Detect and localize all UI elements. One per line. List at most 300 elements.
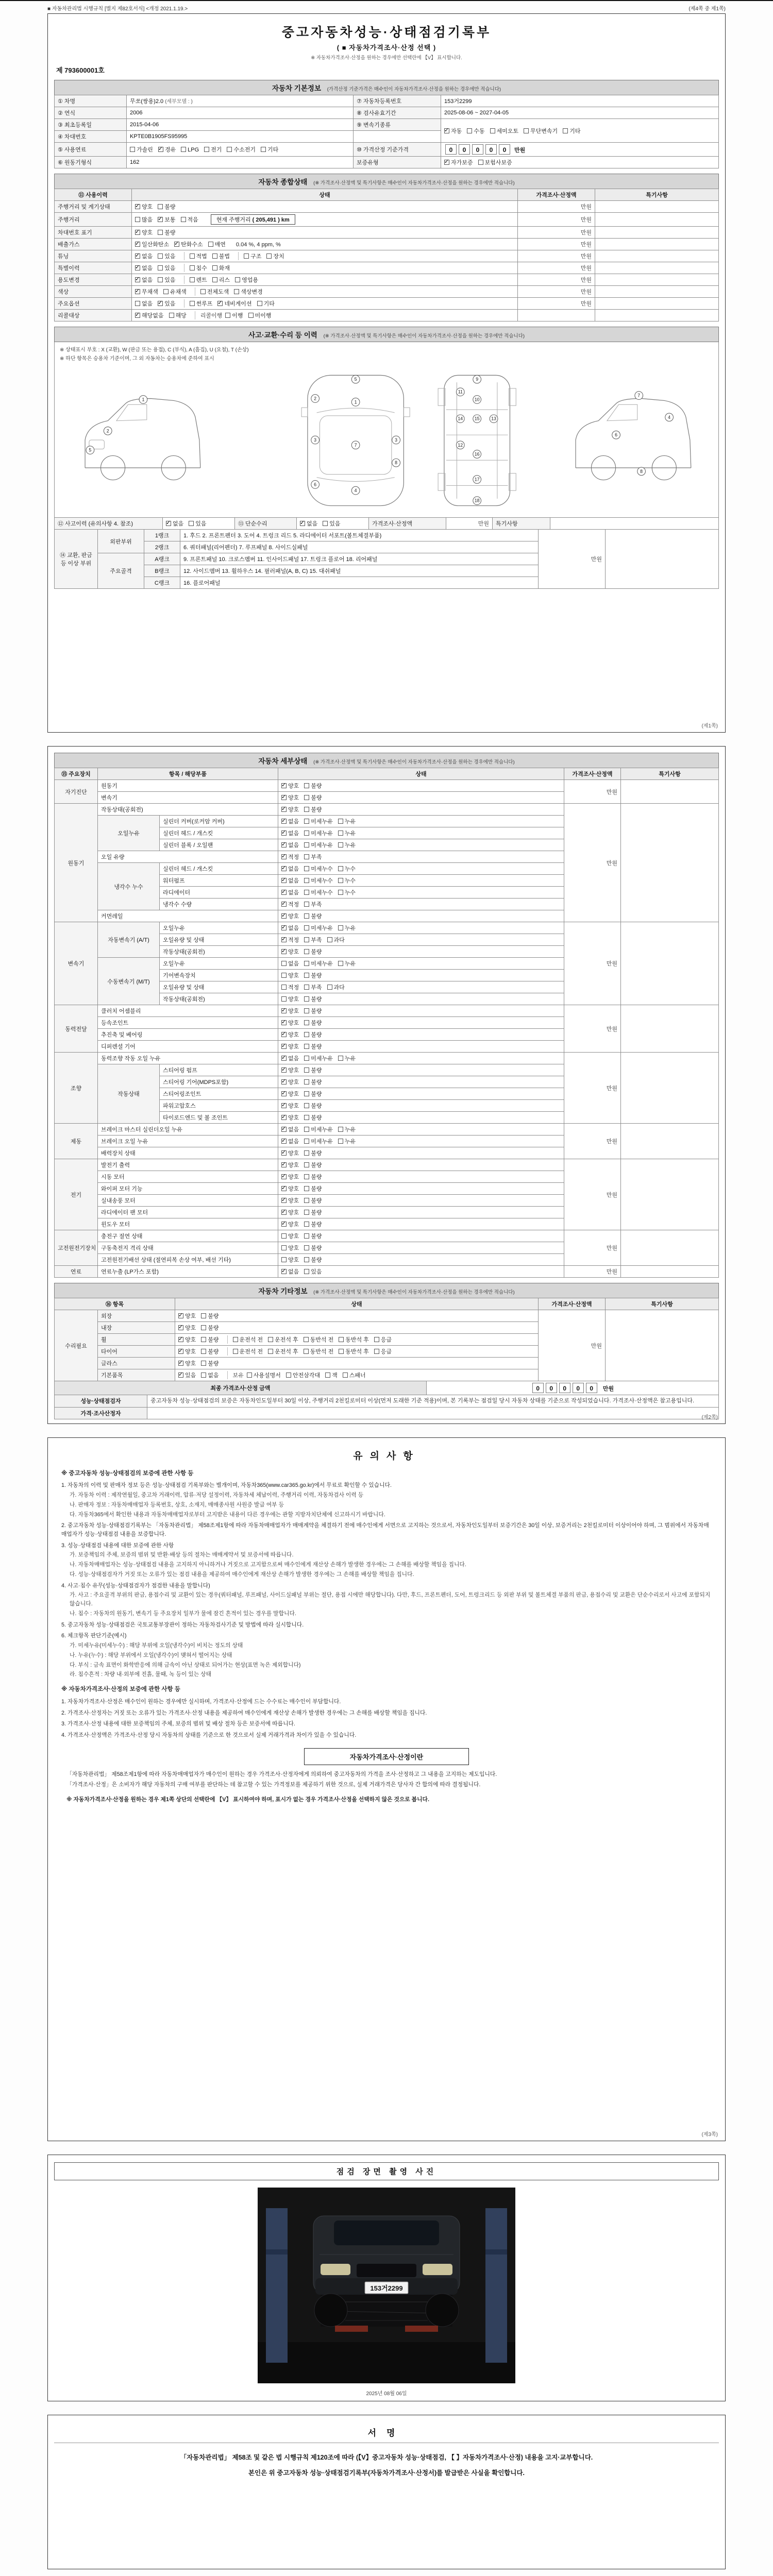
checked-box-icon[interactable]: [135, 230, 140, 235]
unchecked-box-icon[interactable]: [158, 277, 163, 282]
checkbox-option[interactable]: 없음: [135, 299, 153, 308]
checked-box-icon[interactable]: [178, 1349, 183, 1354]
checkbox-option[interactable]: ✓ 양호: [135, 202, 153, 211]
checked-box-icon[interactable]: [281, 1210, 287, 1215]
unchecked-box-icon[interactable]: [374, 1337, 379, 1342]
checkbox-option[interactable]: 누유: [338, 1054, 356, 1062]
unchecked-box-icon[interactable]: [304, 783, 309, 788]
checkbox-option[interactable]: 불량: [158, 202, 175, 211]
checkbox-option[interactable]: ✓ 무채색: [135, 287, 158, 296]
checkbox-option[interactable]: 미세누유: [304, 959, 333, 968]
checkbox-option[interactable]: ✓ 양호: [281, 1042, 299, 1050]
checked-box-icon[interactable]: [281, 1162, 287, 1167]
checked-box-icon[interactable]: [135, 265, 140, 270]
unchecked-box-icon[interactable]: [304, 1139, 309, 1144]
checkbox-option[interactable]: ✓ 없음: [281, 924, 299, 932]
checkbox-option[interactable]: ✓ 없음: [281, 888, 299, 896]
checkbox-option[interactable]: 양호: [281, 1244, 299, 1252]
checkbox-option[interactable]: ✓ 양호: [281, 1220, 299, 1228]
checkbox-option[interactable]: ✓ 양호: [135, 228, 153, 236]
checkbox-option[interactable]: ✓ 양호: [281, 1149, 299, 1157]
unchecked-box-icon[interactable]: [208, 242, 213, 247]
unchecked-box-icon[interactable]: [478, 160, 483, 165]
checkbox-option[interactable]: 부족: [304, 983, 322, 991]
checked-box-icon[interactable]: [178, 1313, 183, 1318]
checkbox-option[interactable]: ✓ 탄화수소: [174, 240, 203, 248]
unchecked-box-icon[interactable]: [304, 1127, 309, 1132]
checkbox-option[interactable]: 미세누유: [304, 924, 333, 932]
checkbox-option[interactable]: 전체도색: [200, 287, 229, 296]
unchecked-box-icon[interactable]: [304, 973, 309, 978]
unchecked-box-icon[interactable]: [338, 1056, 343, 1061]
unchecked-box-icon[interactable]: [338, 925, 343, 930]
unchecked-box-icon[interactable]: [304, 1020, 309, 1025]
checkbox-option[interactable]: ✓ 양호: [281, 1161, 299, 1169]
checkbox-option[interactable]: 미세누수: [304, 876, 333, 885]
checked-box-icon[interactable]: [281, 1091, 287, 1096]
checked-box-icon[interactable]: [158, 147, 163, 152]
unchecked-box-icon[interactable]: [281, 961, 287, 966]
unchecked-box-icon[interactable]: [304, 1245, 309, 1250]
unchecked-box-icon[interactable]: [304, 1186, 309, 1191]
checkbox-option[interactable]: ✓ 양호: [178, 1335, 196, 1344]
checkbox-option[interactable]: 가솔린: [130, 145, 153, 154]
checkbox-option[interactable]: 불량: [304, 1113, 322, 1122]
checked-box-icon[interactable]: [281, 807, 287, 812]
checkbox-option[interactable]: 불량: [201, 1359, 219, 1367]
checkbox-option[interactable]: 불량: [201, 1347, 219, 1355]
unchecked-box-icon[interactable]: [233, 1349, 238, 1354]
checkbox-option[interactable]: 누유: [338, 1137, 356, 1145]
unchecked-box-icon[interactable]: [338, 842, 343, 848]
checkbox-option[interactable]: 불량: [304, 1208, 322, 1216]
unchecked-box-icon[interactable]: [304, 1150, 309, 1156]
checkbox-option[interactable]: ✓ 있음: [178, 1371, 196, 1379]
unchecked-box-icon[interactable]: [304, 1337, 309, 1342]
checkbox-option[interactable]: 불량: [304, 1101, 322, 1110]
checked-box-icon[interactable]: [178, 1325, 183, 1330]
checkbox-option[interactable]: 동반석 전: [304, 1347, 334, 1355]
checkbox-option[interactable]: ✓ 자가보증: [444, 158, 473, 166]
checkbox-option[interactable]: ✓ 없음: [281, 1137, 299, 1145]
checkbox-option[interactable]: 미세누유: [304, 1054, 333, 1062]
checkbox-option[interactable]: ✓ 없음: [281, 876, 299, 885]
checkbox-option[interactable]: 있음: [158, 264, 175, 272]
checkbox-option[interactable]: 보험사보증: [478, 158, 512, 166]
unchecked-box-icon[interactable]: [268, 1337, 273, 1342]
checked-box-icon[interactable]: [281, 1056, 287, 1061]
checkbox-option[interactable]: 적법: [190, 252, 207, 260]
unchecked-box-icon[interactable]: [169, 313, 174, 318]
unchecked-box-icon[interactable]: [304, 878, 309, 883]
checkbox-option[interactable]: ✓ 해당없음: [135, 311, 164, 319]
unchecked-box-icon[interactable]: [304, 1210, 309, 1215]
checked-box-icon[interactable]: [281, 795, 287, 800]
checkbox-option[interactable]: ✓ 네비게이션: [217, 299, 251, 308]
checkbox-option[interactable]: ✓ 양호: [281, 1066, 299, 1074]
checked-box-icon[interactable]: [281, 1174, 287, 1179]
checked-box-icon[interactable]: [281, 854, 287, 859]
checkbox-option[interactable]: 있음: [189, 519, 206, 528]
unchecked-box-icon[interactable]: [304, 1032, 309, 1037]
checkbox-option[interactable]: ✓ 있음: [158, 299, 175, 308]
unchecked-box-icon[interactable]: [181, 217, 186, 222]
unchecked-box-icon[interactable]: [201, 1349, 206, 1354]
checked-box-icon[interactable]: [135, 277, 140, 282]
checkbox-option[interactable]: 미세누수: [304, 865, 333, 873]
checkbox-option[interactable]: ✓ 없음: [135, 264, 153, 272]
checked-box-icon[interactable]: [281, 1067, 287, 1073]
checkbox-option[interactable]: 미세누유: [304, 1125, 333, 1133]
checked-box-icon[interactable]: [281, 819, 287, 824]
checked-box-icon[interactable]: [281, 1198, 287, 1203]
unchecked-box-icon[interactable]: [304, 1222, 309, 1227]
checked-box-icon[interactable]: [281, 1044, 287, 1049]
checked-box-icon[interactable]: [281, 1127, 287, 1132]
checkbox-option[interactable]: 적정: [281, 983, 299, 991]
checkbox-option[interactable]: 불량: [201, 1312, 219, 1320]
checkbox-option[interactable]: 누유: [338, 829, 356, 837]
unchecked-box-icon[interactable]: [201, 1313, 206, 1318]
checkbox-option[interactable]: 부족: [304, 900, 322, 908]
checked-box-icon[interactable]: [281, 890, 287, 895]
checkbox-option[interactable]: 양호: [281, 1256, 299, 1264]
checkbox-option[interactable]: 운전석 전: [233, 1335, 263, 1344]
unchecked-box-icon[interactable]: [190, 277, 195, 282]
unchecked-box-icon[interactable]: [201, 1337, 206, 1342]
checkbox-option[interactable]: ✓ 없음: [281, 817, 299, 825]
unchecked-box-icon[interactable]: [304, 961, 309, 966]
checkbox-option[interactable]: ✓ 양호: [281, 1208, 299, 1216]
checked-box-icon[interactable]: [444, 128, 449, 133]
checkbox-option[interactable]: 불량: [304, 1244, 322, 1252]
checked-box-icon[interactable]: [158, 301, 163, 306]
checkbox-option[interactable]: ✓ 없음: [281, 1054, 299, 1062]
checkbox-option[interactable]: 매연: [208, 240, 226, 248]
unchecked-box-icon[interactable]: [304, 949, 309, 954]
checkbox-option[interactable]: 과다: [327, 983, 345, 991]
unchecked-box-icon[interactable]: [244, 253, 249, 259]
checkbox-option[interactable]: 불량: [304, 793, 322, 802]
checkbox-option[interactable]: 누수: [338, 876, 356, 885]
checkbox-option[interactable]: 기타: [563, 127, 580, 135]
checkbox-option[interactable]: ✓ 양호: [281, 947, 299, 956]
unchecked-box-icon[interactable]: [261, 147, 266, 152]
checkbox-option[interactable]: 불량: [304, 1232, 322, 1240]
checkbox-option[interactable]: 불량: [304, 1066, 322, 1074]
checkbox-option[interactable]: ✓ 양호: [178, 1312, 196, 1320]
checkbox-option[interactable]: ✓ 양호: [281, 805, 299, 814]
unchecked-box-icon[interactable]: [286, 1372, 291, 1378]
checkbox-option[interactable]: 누수: [338, 865, 356, 873]
checked-box-icon[interactable]: [300, 521, 305, 526]
unchecked-box-icon[interactable]: [338, 1127, 343, 1132]
checkbox-option[interactable]: 세미오토: [490, 127, 519, 135]
checkbox-option[interactable]: ✓ 경유: [158, 145, 176, 154]
checked-box-icon[interactable]: [178, 1361, 183, 1366]
checkbox-option[interactable]: ✓ 양호: [281, 1019, 299, 1027]
checkbox-option[interactable]: ✓ 없음: [281, 865, 299, 873]
unchecked-box-icon[interactable]: [190, 253, 195, 259]
unchecked-box-icon[interactable]: [281, 996, 287, 1002]
unchecked-box-icon[interactable]: [304, 1103, 309, 1108]
checkbox-option[interactable]: ✓ 양호: [281, 1030, 299, 1039]
checkbox-option[interactable]: ✓ 양호: [178, 1347, 196, 1355]
checked-box-icon[interactable]: [281, 1186, 287, 1191]
unchecked-box-icon[interactable]: [158, 230, 163, 235]
unchecked-box-icon[interactable]: [343, 1372, 348, 1378]
checked-box-icon[interactable]: [281, 937, 287, 942]
unchecked-box-icon[interactable]: [304, 1349, 309, 1354]
checkbox-option[interactable]: 미세누유: [304, 829, 333, 837]
checkbox-option[interactable]: 있음: [158, 252, 175, 260]
checked-box-icon[interactable]: [178, 1372, 183, 1378]
checkbox-option[interactable]: ✓ 양호: [281, 912, 299, 920]
checkbox-option[interactable]: 기타: [261, 145, 278, 154]
checkbox-option[interactable]: 안전삼각대: [286, 1371, 320, 1379]
checkbox-option[interactable]: 미세누유: [304, 1137, 333, 1145]
checked-box-icon[interactable]: [281, 1115, 287, 1120]
checkbox-option[interactable]: 불량: [304, 1161, 322, 1169]
unchecked-box-icon[interactable]: [281, 1233, 287, 1239]
checked-box-icon[interactable]: [281, 925, 287, 930]
checkbox-option[interactable]: 불량: [304, 1256, 322, 1264]
unchecked-box-icon[interactable]: [490, 128, 495, 133]
unchecked-box-icon[interactable]: [158, 253, 163, 259]
unchecked-box-icon[interactable]: [201, 1325, 206, 1330]
checkbox-option[interactable]: 과다: [327, 936, 345, 944]
checkbox-option[interactable]: 있음: [323, 519, 340, 528]
unchecked-box-icon[interactable]: [304, 902, 309, 907]
checkbox-option[interactable]: 해당: [169, 311, 187, 319]
unchecked-box-icon[interactable]: [304, 1174, 309, 1179]
checkbox-option[interactable]: 양호: [281, 995, 299, 1003]
checkbox-option[interactable]: 장치: [266, 252, 284, 260]
unchecked-box-icon[interactable]: [304, 866, 309, 871]
unchecked-box-icon[interactable]: [338, 819, 343, 824]
checkbox-option[interactable]: 동반석 후: [339, 1347, 369, 1355]
checkbox-option[interactable]: 불법: [212, 252, 230, 260]
checked-box-icon[interactable]: [281, 902, 287, 907]
checkbox-option[interactable]: 불량: [304, 1196, 322, 1205]
checkbox-option[interactable]: ✓ 양호: [281, 1101, 299, 1110]
unchecked-box-icon[interactable]: [524, 128, 529, 133]
checkbox-option[interactable]: ✓ 양호: [281, 1078, 299, 1086]
checkbox-option[interactable]: 누수: [338, 888, 356, 896]
checkbox-option[interactable]: ✓ 적정: [281, 936, 299, 944]
unchecked-box-icon[interactable]: [281, 1245, 287, 1250]
checkbox-option[interactable]: 렌트: [190, 276, 207, 284]
checkbox-option[interactable]: 불량: [304, 1007, 322, 1015]
checkbox-option[interactable]: ✓ 양호: [281, 1007, 299, 1015]
checkbox-option[interactable]: ✓자동: [444, 127, 462, 135]
unchecked-box-icon[interactable]: [563, 128, 568, 133]
unchecked-box-icon[interactable]: [304, 1269, 309, 1274]
checkbox-option[interactable]: 썬루프: [190, 299, 213, 308]
unchecked-box-icon[interactable]: [338, 866, 343, 871]
unchecked-box-icon[interactable]: [323, 521, 328, 526]
checkbox-option[interactable]: 많음: [135, 215, 153, 224]
unchecked-box-icon[interactable]: [304, 831, 309, 836]
unchecked-box-icon[interactable]: [266, 253, 272, 259]
checkbox-option[interactable]: 영업용: [235, 276, 258, 284]
unchecked-box-icon[interactable]: [135, 301, 140, 306]
checkbox-option[interactable]: ✓ 양호: [281, 793, 299, 802]
unchecked-box-icon[interactable]: [281, 1257, 287, 1262]
unchecked-box-icon[interactable]: [467, 128, 472, 133]
unchecked-box-icon[interactable]: [304, 1233, 309, 1239]
unchecked-box-icon[interactable]: [304, 937, 309, 942]
unchecked-box-icon[interactable]: [135, 217, 140, 222]
unchecked-box-icon[interactable]: [339, 1337, 344, 1342]
checkbox-option[interactable]: ✓ 없음: [281, 829, 299, 837]
checkbox-option[interactable]: 미이행: [248, 311, 272, 319]
unchecked-box-icon[interactable]: [234, 289, 239, 294]
unchecked-box-icon[interactable]: [212, 253, 217, 259]
unchecked-box-icon[interactable]: [374, 1349, 379, 1354]
checkbox-option[interactable]: ✓ 없음: [166, 519, 183, 528]
checked-box-icon[interactable]: [135, 253, 140, 259]
checkbox-option[interactable]: 리스: [212, 276, 230, 284]
unchecked-box-icon[interactable]: [268, 1349, 273, 1354]
unchecked-box-icon[interactable]: [181, 147, 186, 152]
checked-box-icon[interactable]: [135, 242, 140, 247]
checkbox-option[interactable]: 양호: [281, 1232, 299, 1240]
checkbox-option[interactable]: 누유: [338, 1125, 356, 1133]
checkbox-option[interactable]: 화재: [212, 264, 230, 272]
checkbox-option[interactable]: 없음: [201, 1371, 219, 1379]
unchecked-box-icon[interactable]: [233, 1337, 238, 1342]
checkbox-option[interactable]: 사용설명서: [247, 1371, 281, 1379]
checkbox-option[interactable]: 전기: [204, 145, 222, 154]
checked-box-icon[interactable]: [281, 1020, 287, 1025]
checkbox-option[interactable]: 누유: [338, 959, 356, 968]
checkbox-option[interactable]: 불량: [201, 1324, 219, 1332]
unchecked-box-icon[interactable]: [247, 1372, 252, 1378]
checkbox-option[interactable]: 불량: [304, 1090, 322, 1098]
checkbox-option[interactable]: 침수: [190, 264, 207, 272]
checkbox-option[interactable]: 무단변속기: [524, 127, 558, 135]
checkbox-option[interactable]: LPG: [181, 147, 199, 153]
checkbox-option[interactable]: 누유: [338, 924, 356, 932]
checked-box-icon[interactable]: [217, 301, 223, 306]
unchecked-box-icon[interactable]: [257, 301, 262, 306]
checkbox-option[interactable]: 누유: [338, 841, 356, 849]
checkbox-option[interactable]: 있음: [158, 276, 175, 284]
unchecked-box-icon[interactable]: [304, 1115, 309, 1120]
checkbox-option[interactable]: 불량: [304, 1030, 322, 1039]
checkbox-option[interactable]: 잭: [325, 1371, 338, 1379]
unchecked-box-icon[interactable]: [304, 1198, 309, 1203]
checkbox-option[interactable]: 응급: [374, 1335, 392, 1344]
checked-box-icon[interactable]: [281, 866, 287, 871]
checkbox-option[interactable]: 있음: [304, 1267, 322, 1276]
unchecked-box-icon[interactable]: [304, 1162, 309, 1167]
unchecked-box-icon[interactable]: [304, 925, 309, 930]
unchecked-box-icon[interactable]: [327, 937, 332, 942]
checkbox-option[interactable]: 불량: [304, 1220, 322, 1228]
checkbox-option[interactable]: 스패너: [343, 1371, 366, 1379]
checkbox-option[interactable]: 불량: [304, 1173, 322, 1181]
checkbox-option[interactable]: 불량: [304, 947, 322, 956]
checked-box-icon[interactable]: [281, 1032, 287, 1037]
checkbox-option[interactable]: 불량: [158, 228, 175, 236]
unchecked-box-icon[interactable]: [304, 842, 309, 848]
unchecked-box-icon[interactable]: [204, 147, 209, 152]
checked-box-icon[interactable]: [158, 217, 163, 222]
unchecked-box-icon[interactable]: [190, 265, 195, 270]
checkbox-option[interactable]: 부족: [304, 936, 322, 944]
checkbox-option[interactable]: 불량: [304, 1042, 322, 1050]
checkbox-option[interactable]: 불량: [304, 912, 322, 920]
checked-box-icon[interactable]: [135, 289, 140, 294]
unchecked-box-icon[interactable]: [304, 913, 309, 919]
checked-box-icon[interactable]: [166, 521, 171, 526]
unchecked-box-icon[interactable]: [281, 973, 287, 978]
checked-box-icon[interactable]: [178, 1337, 183, 1342]
checkbox-option[interactable]: 불량: [304, 1019, 322, 1027]
unchecked-box-icon[interactable]: [304, 985, 309, 990]
checkbox-option[interactable]: 불량: [304, 971, 322, 979]
checkbox-option[interactable]: 불량: [304, 1184, 322, 1193]
checkbox-option[interactable]: 수동: [467, 127, 484, 135]
unchecked-box-icon[interactable]: [304, 1044, 309, 1049]
checkbox-option[interactable]: 동반석 전: [304, 1335, 334, 1344]
checkbox-option[interactable]: 적음: [181, 215, 198, 224]
unchecked-box-icon[interactable]: [304, 795, 309, 800]
unchecked-box-icon[interactable]: [200, 289, 206, 294]
checked-box-icon[interactable]: [281, 949, 287, 954]
checkbox-option[interactable]: 구조: [244, 252, 261, 260]
checkbox-option[interactable]: 미세누유: [304, 817, 333, 825]
checkbox-option[interactable]: 이행: [225, 311, 243, 319]
unchecked-box-icon[interactable]: [304, 1079, 309, 1084]
checkbox-option[interactable]: ✓ 없음: [135, 252, 153, 260]
checkbox-option[interactable]: 색상변경: [234, 287, 263, 296]
checkbox-option[interactable]: ✓ 없음: [135, 276, 153, 284]
unchecked-box-icon[interactable]: [304, 854, 309, 859]
checked-box-icon[interactable]: [444, 160, 449, 165]
checkbox-option[interactable]: ✓ 양호: [281, 1184, 299, 1193]
checkbox-option[interactable]: ✓ 없음: [281, 841, 299, 849]
checked-box-icon[interactable]: [281, 1222, 287, 1227]
unchecked-box-icon[interactable]: [248, 313, 254, 318]
checkbox-option[interactable]: ✓ 양호: [178, 1324, 196, 1332]
unchecked-box-icon[interactable]: [304, 890, 309, 895]
checked-box-icon[interactable]: [281, 783, 287, 788]
unchecked-box-icon[interactable]: [201, 1361, 206, 1366]
unchecked-box-icon[interactable]: [304, 1257, 309, 1262]
checkbox-option[interactable]: ✓ 일산화탄소: [135, 240, 169, 248]
checkbox-option[interactable]: ✓ 양호: [281, 1113, 299, 1122]
checkbox-option[interactable]: ✓ 보통: [158, 215, 175, 224]
unchecked-box-icon[interactable]: [304, 996, 309, 1002]
checkbox-option[interactable]: 양호: [281, 971, 299, 979]
checkbox-option[interactable]: 운전석 전: [233, 1347, 263, 1355]
checked-box-icon[interactable]: [281, 878, 287, 883]
checked-box-icon[interactable]: [135, 313, 140, 318]
checkbox-option[interactable]: ✓ 양호: [281, 1173, 299, 1181]
checkbox-option[interactable]: ✓ 적정: [281, 900, 299, 908]
unchecked-box-icon[interactable]: [304, 1008, 309, 1013]
unchecked-box-icon[interactable]: [327, 985, 332, 990]
unchecked-box-icon[interactable]: [163, 289, 169, 294]
unchecked-box-icon[interactable]: [338, 961, 343, 966]
checkbox-option[interactable]: 유채색: [163, 287, 187, 296]
unchecked-box-icon[interactable]: [281, 985, 287, 990]
checked-box-icon[interactable]: [281, 1150, 287, 1156]
checkbox-option[interactable]: ✓ 없음: [281, 1267, 299, 1276]
